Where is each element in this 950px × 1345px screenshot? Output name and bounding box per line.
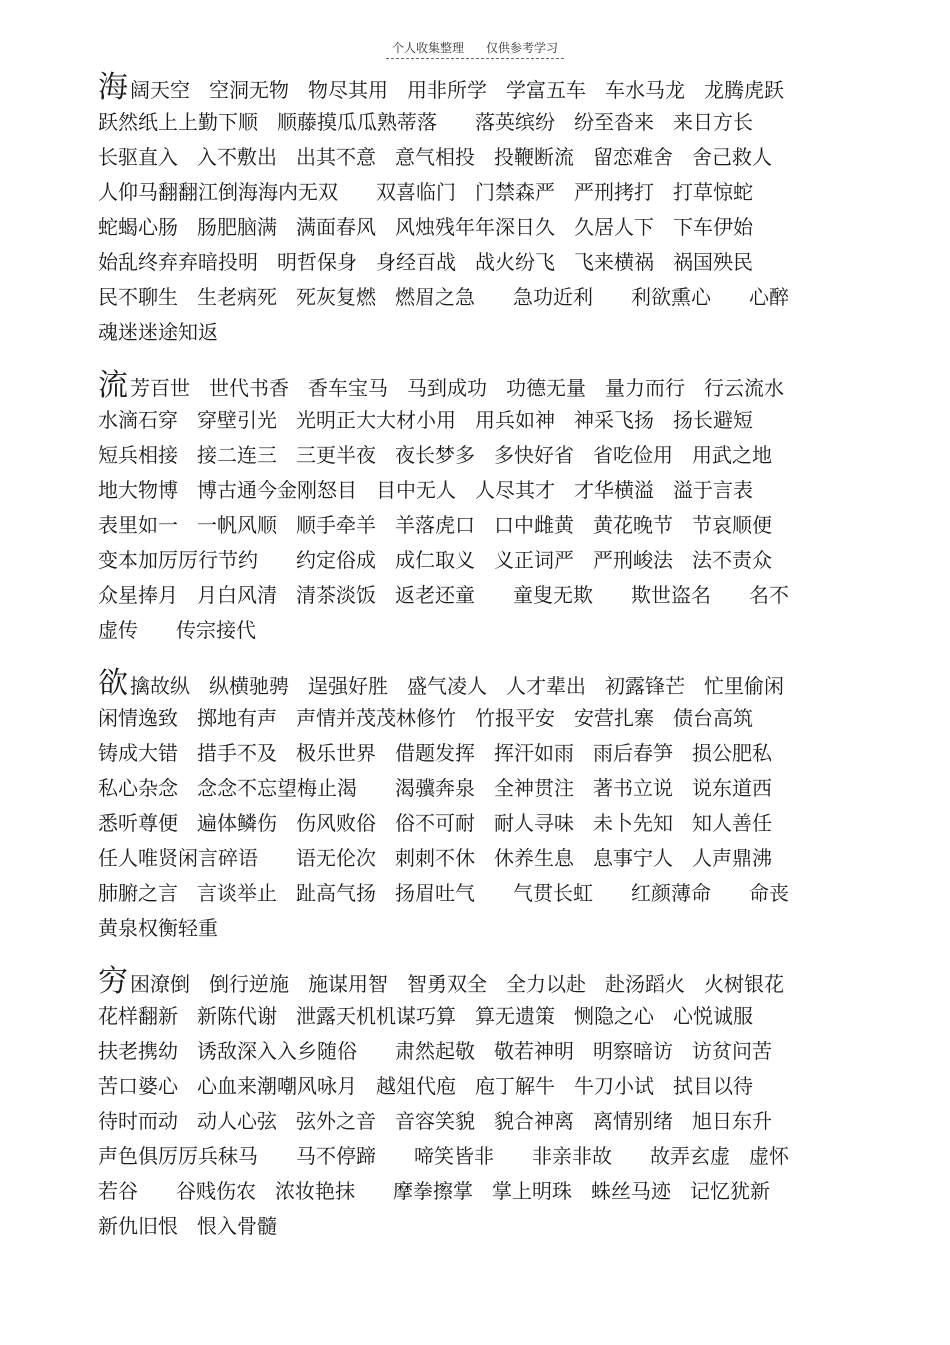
idiom-phrase: 新仇旧恨	[98, 1214, 178, 1238]
idiom-phrase: 故弄玄虚	[650, 1144, 730, 1168]
text-line	[98, 701, 858, 736]
idiom-phrase: 念念不忘望梅止渴	[197, 776, 357, 800]
idiom-phrase: 生老病死	[197, 285, 277, 309]
idiom-phrase: 空洞无物	[209, 78, 289, 102]
idiom-phrase: 约定俗成	[296, 548, 376, 572]
idiom-phrase: 擒故纵	[130, 674, 190, 698]
idiom-phrase: 神采飞扬	[574, 408, 654, 432]
idiom-phrase: 音容笑貌	[395, 1109, 475, 1133]
text-line	[98, 841, 858, 876]
text-line	[98, 666, 858, 701]
text-line	[98, 105, 858, 140]
idiom-phrase: 博古通今金刚怒目	[197, 478, 357, 502]
idiom-phrase: 人声鼎沸	[692, 846, 772, 870]
text-line	[98, 315, 858, 350]
idiom-phrase: 恨入骨髓	[197, 1214, 277, 1238]
idiom-phrase: 黄泉权衡轻重	[98, 916, 218, 940]
idiom-phrase: 燃眉之急	[395, 285, 475, 309]
idiom-phrase: 纷至沓来	[574, 110, 654, 134]
idiom-phrase: 红颜薄命	[631, 881, 711, 905]
text-line	[98, 175, 858, 210]
idiom-phrase: 阔天空	[130, 78, 190, 102]
idiom-phrase: 纵横驰骋	[209, 674, 289, 698]
idiom-phrase: 香车宝马	[308, 376, 388, 400]
idiom-phrase: 访贫问苦	[692, 1039, 772, 1063]
idiom-phrase: 成仁取义	[395, 548, 475, 572]
idiom-phrase: 逞强好胜	[308, 674, 388, 698]
idiom-phrase: 始乱终弃弃暗投明	[98, 250, 258, 274]
text-line	[98, 1034, 858, 1069]
idiom-phrase: 离情别绪	[593, 1109, 673, 1133]
idiom-phrase: 弦外之音	[296, 1109, 376, 1133]
idiom-phrase: 债台高筑	[673, 706, 753, 730]
idiom-phrase: 竹报平安	[475, 706, 555, 730]
idiom-phrase: 虚怀	[749, 1144, 789, 1168]
idiom-phrase: 摩拳擦掌	[393, 1179, 473, 1203]
idiom-phrase: 马到成功	[407, 376, 487, 400]
idiom-phrase: 节哀顺便	[692, 513, 772, 537]
idiom-phrase: 明哲保身	[277, 250, 357, 274]
section-lead-char: 海	[98, 70, 128, 105]
idiom-phrase: 知人善任	[692, 811, 772, 835]
idiom-phrase: 三更半夜	[296, 443, 376, 467]
idiom-phrase: 恻隐之心	[574, 1004, 654, 1028]
idiom-phrase: 倒行逆施	[209, 972, 289, 996]
idiom-phrase: 全神贯注	[494, 776, 574, 800]
header-right-text: 仅供参考学习	[486, 41, 559, 55]
text-line	[98, 473, 858, 508]
idiom-phrase: 下车伊始	[673, 215, 753, 239]
idiom-phrase: 施谋用智	[308, 972, 388, 996]
text-line	[98, 1139, 858, 1174]
text-line	[98, 771, 858, 806]
idiom-phrase: 跃然纸上上勤下顺	[98, 110, 258, 134]
idiom-phrase: 留恋难舍	[593, 145, 673, 169]
idiom-phrase: 刺刺不休	[395, 846, 475, 870]
idiom-phrase: 打草惊蛇	[673, 180, 753, 204]
idiom-phrase: 声色俱厉厉兵秣马	[98, 1144, 258, 1168]
text-line	[98, 1174, 858, 1209]
idiom-phrase: 水滴石穿	[98, 408, 178, 432]
idiom-phrase: 措手不及	[197, 741, 277, 765]
idiom-phrase: 言谈举止	[197, 881, 277, 905]
text-line	[98, 911, 858, 946]
idiom-phrase: 利欲熏心	[631, 285, 711, 309]
idiom-phrase: 忙里偷闲	[704, 674, 784, 698]
idiom-phrase: 未卜先知	[593, 811, 673, 835]
idiom-phrase: 芳百世	[130, 376, 190, 400]
idiom-phrase: 蛇蝎心肠	[98, 215, 178, 239]
idiom-phrase: 多快好省	[494, 443, 574, 467]
idiom-section	[98, 666, 858, 946]
idiom-phrase: 投鞭断流	[494, 145, 574, 169]
idiom-phrase: 舍己救人	[692, 145, 772, 169]
idiom-phrase: 光明正大大材小用	[296, 408, 456, 432]
idiom-phrase: 口中雌黄	[494, 513, 574, 537]
idiom-phrase: 掌上明珠	[492, 1179, 572, 1203]
idiom-phrase: 任人唯贤闲言碎语	[98, 846, 258, 870]
idiom-phrase: 悉听尊便	[98, 811, 178, 835]
idiom-phrase: 挥汗如雨	[494, 741, 574, 765]
idiom-phrase: 落英缤纷	[475, 110, 555, 134]
idiom-phrase: 安营扎寨	[574, 706, 654, 730]
idiom-phrase: 用兵如神	[475, 408, 555, 432]
idiom-phrase: 物尽其用	[308, 78, 388, 102]
idiom-phrase: 肠肥脑满	[197, 215, 277, 239]
idiom-phrase: 扶老携幼	[98, 1039, 178, 1063]
text-line	[98, 438, 858, 473]
idiom-phrase: 功德无量	[506, 376, 586, 400]
idiom-phrase: 入不敷出	[197, 145, 277, 169]
idiom-phrase: 穿壁引光	[197, 408, 277, 432]
idiom-phrase: 心醉	[749, 285, 789, 309]
idiom-phrase: 貌合神离	[494, 1109, 574, 1133]
idiom-phrase: 虚传	[98, 618, 138, 642]
idiom-phrase: 学富五车	[506, 78, 586, 102]
idiom-phrase: 羊落虎口	[395, 513, 475, 537]
header-line	[386, 40, 564, 59]
idiom-phrase: 欺世盗名	[631, 583, 711, 607]
idiom-phrase: 肃然起敬	[395, 1039, 475, 1063]
idiom-phrase: 动人心弦	[197, 1109, 277, 1133]
idiom-phrase: 非亲非故	[532, 1144, 612, 1168]
idiom-phrase: 人仰马翻翻江倒海海内无双	[98, 180, 338, 204]
idiom-phrase: 战火纷飞	[475, 250, 555, 274]
idiom-phrase: 清茶淡饭	[296, 583, 376, 607]
idiom-phrase: 盛气凌人	[407, 674, 487, 698]
idiom-phrase: 传宗接代	[176, 618, 256, 642]
idiom-phrase: 世代书香	[209, 376, 289, 400]
idiom-phrase: 人尽其才	[475, 478, 555, 502]
idiom-phrase: 庖丁解牛	[475, 1074, 555, 1098]
idiom-phrase: 牛刀小试	[574, 1074, 654, 1098]
idiom-phrase: 雨后春笋	[593, 741, 673, 765]
idiom-phrase: 马不停蹄	[296, 1144, 376, 1168]
section-lead-char: 欲	[98, 666, 128, 701]
text-line	[98, 876, 858, 911]
idiom-phrase: 扬眉吐气	[395, 881, 475, 905]
idiom-phrase: 一帆风顺	[197, 513, 277, 537]
idiom-phrase: 法不责众	[692, 548, 772, 572]
idiom-phrase: 名不	[749, 583, 789, 607]
idiom-phrase: 诱敌深入入乡随俗	[197, 1039, 357, 1063]
idiom-phrase: 祸国殃民	[673, 250, 753, 274]
idiom-phrase: 才华横溢	[574, 478, 654, 502]
text-line	[98, 245, 858, 280]
idiom-phrase: 赴汤蹈火	[605, 972, 685, 996]
idiom-phrase: 急功近利	[513, 285, 593, 309]
idiom-phrase: 用武之地	[692, 443, 772, 467]
idiom-phrase: 童叟无欺	[513, 583, 593, 607]
idiom-phrase: 铸成大错	[98, 741, 178, 765]
idiom-phrase: 出其不意	[296, 145, 376, 169]
idiom-phrase: 用非所学	[407, 78, 487, 102]
header-left-text: 个人收集整理	[391, 41, 464, 55]
text-line	[98, 613, 858, 648]
idiom-phrase: 闲情逸致	[98, 706, 178, 730]
idiom-phrase: 越俎代庖	[376, 1074, 456, 1098]
idiom-phrase: 渴骥奔泉	[395, 776, 475, 800]
idiom-phrase: 量力而行	[605, 376, 685, 400]
idiom-phrase: 趾高气扬	[296, 881, 376, 905]
idiom-phrase: 身经百战	[376, 250, 456, 274]
idiom-phrase: 命丧	[749, 881, 789, 905]
text-line	[98, 543, 858, 578]
idiom-phrase: 若谷	[98, 1179, 138, 1203]
idiom-phrase: 气贯长虹	[513, 881, 593, 905]
idiom-phrase: 记忆犹新	[690, 1179, 770, 1203]
idiom-phrase: 旭日东升	[692, 1109, 772, 1133]
idiom-phrase: 全力以赴	[506, 972, 586, 996]
idiom-phrase: 顺藤摸瓜瓜熟蒂落	[277, 110, 437, 134]
text-line	[98, 964, 858, 999]
idiom-phrase: 浓妆艳抹	[275, 1179, 355, 1203]
idiom-phrase: 民不聊生	[98, 285, 178, 309]
idiom-phrase: 蛛丝马迹	[591, 1179, 671, 1203]
idiom-phrase: 掷地有声	[197, 706, 277, 730]
text-line	[98, 210, 858, 245]
idiom-phrase: 泄露天机机谋巧算	[296, 1004, 456, 1028]
idiom-phrase: 省吃俭用	[593, 443, 673, 467]
idiom-phrase: 啼笑皆非	[414, 1144, 494, 1168]
idiom-phrase: 接二连三	[197, 443, 277, 467]
idiom-phrase: 困潦倒	[130, 972, 190, 996]
idiom-phrase: 意气相投	[395, 145, 475, 169]
idiom-phrase: 门禁森严	[475, 180, 555, 204]
idiom-phrase: 待时而动	[98, 1109, 178, 1133]
idiom-phrase: 溢于言表	[673, 478, 753, 502]
idiom-phrase: 新陈代谢	[197, 1004, 277, 1028]
idiom-phrase: 夜长梦多	[395, 443, 475, 467]
idiom-phrase: 人才辈出	[506, 674, 586, 698]
idiom-phrase: 变本加厉厉行节约	[98, 548, 258, 572]
idiom-phrase: 耐人寻味	[494, 811, 574, 835]
idiom-phrase: 义正词严	[494, 548, 574, 572]
text-line	[98, 140, 858, 175]
text-line	[98, 508, 858, 543]
idiom-section	[98, 368, 858, 648]
idiom-phrase: 严刑峻法	[593, 548, 673, 572]
idiom-phrase: 著书立说	[593, 776, 673, 800]
idiom-phrase: 来日方长	[673, 110, 753, 134]
idiom-phrase: 久居人下	[574, 215, 654, 239]
idiom-phrase: 表里如一	[98, 513, 178, 537]
section-lead-char: 流	[98, 368, 128, 403]
text-line	[98, 368, 858, 403]
idiom-phrase: 地大物博	[98, 478, 178, 502]
idiom-phrase: 花样翻新	[98, 1004, 178, 1028]
section-lead-char: 穷	[98, 964, 128, 999]
idiom-phrase: 魂迷迷途知返	[98, 320, 218, 344]
idiom-phrase: 遍体鳞伤	[197, 811, 277, 835]
idiom-phrase: 长驱直入	[98, 145, 178, 169]
text-line	[98, 70, 858, 105]
idiom-phrase: 肺腑之言	[98, 881, 178, 905]
idiom-phrase: 谷贱伤农	[176, 1179, 256, 1203]
idiom-phrase: 声情并茂茂林修竹	[296, 706, 456, 730]
idiom-phrase: 极乐世界	[296, 741, 376, 765]
idiom-phrase: 行云流水	[704, 376, 784, 400]
text-line	[98, 578, 858, 613]
idiom-phrase: 心悦诚服	[673, 1004, 753, 1028]
text-line	[98, 1069, 858, 1104]
idiom-phrase: 黄花晚节	[593, 513, 673, 537]
idiom-phrase: 目中无人	[376, 478, 456, 502]
idiom-phrase: 风烛残年年深日久	[395, 215, 555, 239]
idiom-phrase: 车水马龙	[605, 78, 685, 102]
idiom-phrase: 众星捧月	[98, 583, 178, 607]
idiom-phrase: 心血来潮嘲风咏月	[197, 1074, 357, 1098]
text-line	[98, 1104, 858, 1139]
idiom-phrase: 苦口婆心	[98, 1074, 178, 1098]
idiom-phrase: 火树银花	[704, 972, 784, 996]
page-header	[0, 40, 950, 59]
text-line	[98, 403, 858, 438]
text-line	[98, 999, 858, 1034]
idiom-phrase: 返老还童	[395, 583, 475, 607]
idiom-phrase: 拭目以待	[673, 1074, 753, 1098]
idiom-phrase: 死灰复燃	[296, 285, 376, 309]
idiom-phrase: 息事宁人	[593, 846, 673, 870]
idiom-section	[98, 70, 858, 350]
text-line	[98, 280, 858, 315]
idiom-phrase: 损公肥私	[692, 741, 772, 765]
idiom-phrase: 短兵相接	[98, 443, 178, 467]
idiom-phrase: 俗不可耐	[395, 811, 475, 835]
idiom-phrase: 明察暗访	[593, 1039, 673, 1063]
idiom-phrase: 月白风清	[197, 583, 277, 607]
idiom-phrase: 双喜临门	[376, 180, 456, 204]
idiom-phrase: 龙腾虎跃	[704, 78, 784, 102]
idiom-phrase: 休养生息	[494, 846, 574, 870]
idiom-phrase: 飞来横祸	[574, 250, 654, 274]
idiom-phrase: 说东道西	[692, 776, 772, 800]
idiom-section	[98, 964, 858, 1244]
idiom-phrase: 伤风败俗	[296, 811, 376, 835]
idiom-phrase: 智勇双全	[407, 972, 487, 996]
idiom-phrase: 算无遗策	[475, 1004, 555, 1028]
idiom-phrase: 语无伦次	[296, 846, 376, 870]
idiom-phrase: 私心杂念	[98, 776, 178, 800]
idiom-phrase: 严刑拷打	[574, 180, 654, 204]
text-line	[98, 736, 858, 771]
idiom-phrase: 满面春风	[296, 215, 376, 239]
idiom-phrase: 扬长避短	[673, 408, 753, 432]
idiom-chain-content	[98, 70, 858, 1244]
text-line	[98, 1209, 858, 1244]
text-line	[98, 806, 858, 841]
idiom-phrase: 初露锋芒	[605, 674, 685, 698]
idiom-phrase: 借题发挥	[395, 741, 475, 765]
idiom-phrase: 顺手牵羊	[296, 513, 376, 537]
idiom-phrase: 敬若神明	[494, 1039, 574, 1063]
